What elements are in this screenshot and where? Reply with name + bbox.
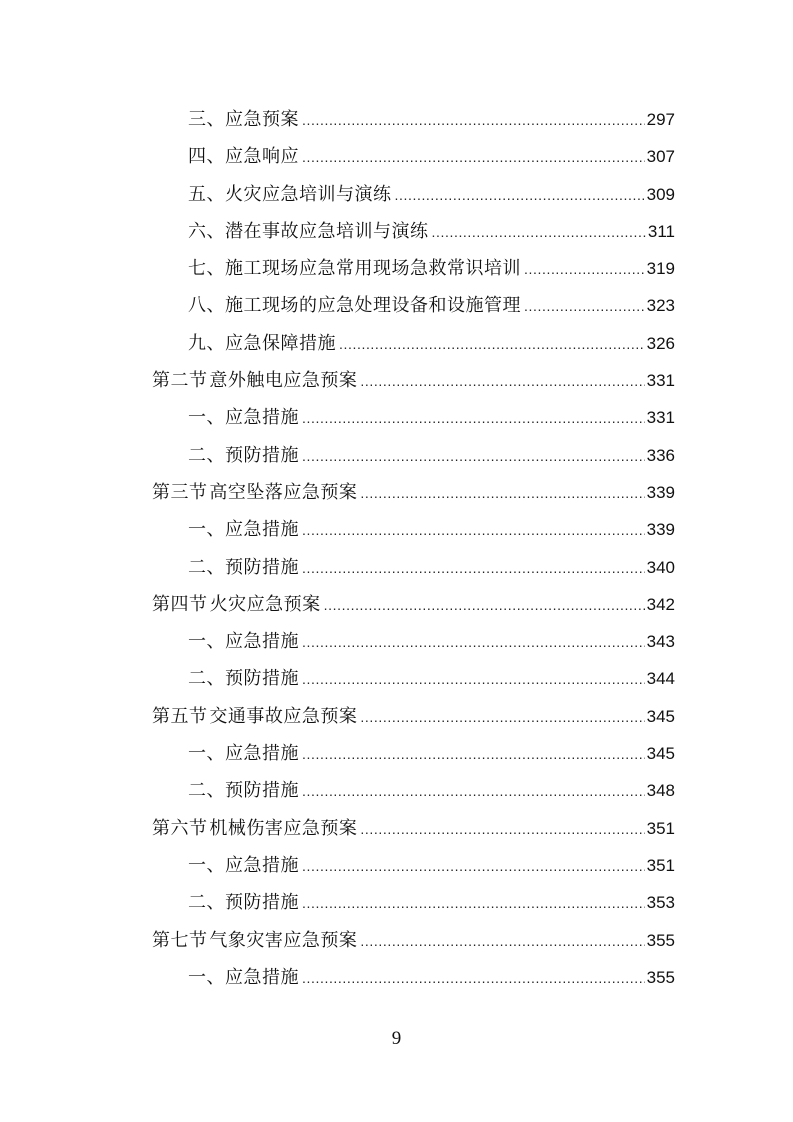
toc-entry-title: 应急措施	[225, 966, 299, 988]
toc-entry-title: 应急响应	[225, 146, 299, 168]
toc-subsection-entry[interactable]	[152, 101, 675, 138]
toc-entry-page-number: 342	[646, 594, 675, 614]
toc-entry-prefix: 五、	[188, 183, 225, 205]
toc-entry-prefix: 六、	[188, 220, 225, 242]
toc-dot-leader	[360, 475, 644, 512]
toc-entry-title: 施工现场应急常用现场急救常识培训	[225, 258, 521, 280]
toc-entry-title: 预防措施	[225, 780, 299, 802]
toc-entry-page-number: 339	[646, 520, 675, 540]
toc-subsection-entry[interactable]	[152, 138, 675, 175]
toc-entry-title: 火灾应急预案	[209, 593, 321, 615]
toc-subsection-entry[interactable]	[152, 325, 675, 362]
toc-entry-prefix: 二、	[188, 556, 225, 578]
toc-entry-title: 机械伤害应急预案	[209, 817, 358, 839]
toc-entry-title: 预防措施	[225, 668, 299, 690]
toc-section-entry[interactable]	[152, 362, 675, 399]
toc-entry-page-number: 345	[646, 706, 675, 726]
toc-section-entry[interactable]	[152, 922, 675, 959]
toc-section-entry[interactable]	[152, 810, 675, 847]
toc-entry-page-number: 345	[646, 744, 675, 764]
toc-entry-page-number: 326	[646, 333, 675, 353]
table-of-contents	[152, 101, 675, 996]
toc-subsection-entry[interactable]	[152, 884, 675, 921]
toc-entry-title: 交通事故应急预案	[209, 705, 358, 727]
toc-subsection-entry[interactable]	[152, 176, 675, 213]
toc-entry-page-number: 348	[646, 781, 675, 801]
toc-subsection-entry[interactable]	[152, 250, 675, 287]
toc-entry-prefix: 第二节	[152, 370, 208, 392]
toc-subsection-entry[interactable]	[152, 847, 675, 884]
toc-entry-page-number: 355	[646, 930, 675, 950]
toc-entry-page-number: 297	[646, 110, 675, 129]
toc-entry-title: 气象灾害应急预案	[209, 929, 358, 951]
toc-entry-title: 预防措施	[225, 444, 299, 466]
toc-dot-leader	[302, 550, 645, 587]
toc-dot-leader	[302, 400, 645, 437]
toc-dot-leader	[324, 587, 645, 624]
toc-entry-title: 应急保障措施	[225, 332, 336, 354]
toc-subsection-entry[interactable]	[152, 735, 675, 772]
toc-entry-title: 应急措施	[225, 407, 299, 429]
toc-entry-page-number: 355	[646, 967, 675, 987]
toc-entry-prefix: 第四节	[152, 593, 208, 615]
toc-subsection-entry[interactable]	[152, 399, 675, 436]
toc-subsection-entry[interactable]	[152, 959, 675, 996]
toc-entry-prefix: 一、	[188, 854, 225, 876]
toc-entry-page-number: 331	[646, 371, 675, 391]
toc-dot-leader	[302, 773, 645, 810]
toc-entry-prefix: 二、	[188, 892, 225, 914]
toc-dot-leader	[302, 885, 645, 922]
toc-subsection-entry[interactable]	[152, 772, 675, 809]
toc-entry-page-number: 339	[646, 482, 675, 502]
toc-dot-leader	[302, 512, 645, 549]
toc-entry-prefix: 一、	[188, 631, 225, 653]
toc-entry-prefix: 一、	[188, 743, 225, 765]
toc-entry-page-number: 343	[646, 632, 675, 652]
toc-entry-prefix: 四、	[188, 146, 225, 168]
toc-entry-title: 预防措施	[225, 892, 299, 914]
toc-dot-leader	[360, 363, 644, 400]
toc-section-entry[interactable]	[152, 586, 675, 623]
toc-dot-leader	[339, 326, 645, 363]
toc-entry-title: 施工现场的应急处理设备和设施管理	[225, 295, 521, 317]
toc-dot-leader	[302, 438, 645, 475]
toc-entry-page-number: 351	[646, 855, 675, 875]
toc-entry-page-number: 331	[646, 408, 675, 428]
toc-subsection-entry[interactable]	[152, 437, 675, 474]
toc-entry-title: 应急措施	[225, 519, 299, 541]
toc-entry-prefix: 三、	[188, 109, 225, 130]
toc-entry-title: 高空坠落应急预案	[209, 481, 358, 503]
toc-dot-leader	[360, 923, 644, 960]
toc-subsection-entry[interactable]	[152, 623, 675, 660]
toc-entry-prefix: 七、	[188, 258, 225, 280]
toc-section-entry[interactable]	[152, 698, 675, 735]
toc-entry-prefix: 一、	[188, 966, 225, 988]
toc-dot-leader	[524, 288, 645, 325]
toc-dot-leader	[302, 848, 645, 885]
toc-dot-leader	[302, 102, 645, 139]
toc-entry-prefix: 第三节	[152, 481, 208, 503]
toc-entry-prefix: 一、	[188, 519, 225, 541]
toc-entry-title: 应急措施	[225, 854, 299, 876]
toc-entry-page-number: 323	[646, 296, 675, 316]
toc-entry-page-number: 340	[646, 557, 675, 577]
toc-entry-prefix: 第六节	[152, 817, 208, 839]
toc-entry-prefix: 九、	[188, 332, 225, 354]
toc-entry-title: 火灾应急培训与演练	[225, 183, 392, 205]
toc-entry-page-number: 353	[646, 893, 675, 913]
toc-dot-leader	[395, 177, 645, 214]
toc-entry-prefix: 一、	[188, 407, 225, 429]
toc-entry-prefix: 八、	[188, 295, 225, 317]
toc-dot-leader	[302, 960, 645, 997]
toc-entry-page-number: 344	[646, 669, 675, 689]
toc-subsection-entry[interactable]	[152, 287, 675, 324]
toc-dot-leader	[302, 736, 645, 773]
toc-entry-title: 潜在事故应急培训与演练	[225, 220, 429, 242]
toc-entry-prefix: 二、	[188, 444, 225, 466]
toc-section-entry[interactable]	[152, 474, 675, 511]
toc-entry-title: 意外触电应急预案	[209, 370, 358, 392]
toc-entry-prefix: 第七节	[152, 929, 208, 951]
toc-entry-prefix: 二、	[188, 780, 225, 802]
toc-subsection-entry[interactable]	[152, 660, 675, 697]
toc-dot-leader	[302, 624, 645, 661]
toc-subsection-entry[interactable]	[152, 213, 675, 250]
page-number: 9	[391, 1028, 402, 1049]
toc-entry-title: 预防措施	[225, 556, 299, 578]
toc-subsection-entry[interactable]	[152, 511, 675, 548]
toc-entry-prefix: 二、	[188, 668, 225, 690]
toc-dot-leader	[360, 699, 644, 736]
toc-entry-title: 应急措施	[225, 743, 299, 765]
toc-entry-page-number: 319	[646, 259, 675, 279]
toc-entry-title: 应急措施	[225, 631, 299, 653]
toc-entry-title: 应急预案	[225, 109, 299, 130]
toc-entry-page-number: 307	[646, 147, 675, 167]
toc-entry-page-number: 311	[647, 221, 675, 241]
toc-entry-prefix: 第五节	[152, 705, 208, 727]
toc-entry-page-number: 309	[646, 184, 675, 204]
toc-dot-leader	[302, 661, 645, 698]
toc-dot-leader	[360, 811, 644, 848]
toc-dot-leader	[432, 214, 646, 251]
toc-entry-page-number: 336	[646, 445, 675, 465]
toc-dot-leader	[302, 139, 645, 176]
toc-entry-page-number: 351	[646, 818, 675, 838]
toc-dot-leader	[524, 251, 645, 288]
toc-subsection-entry[interactable]	[152, 549, 675, 586]
